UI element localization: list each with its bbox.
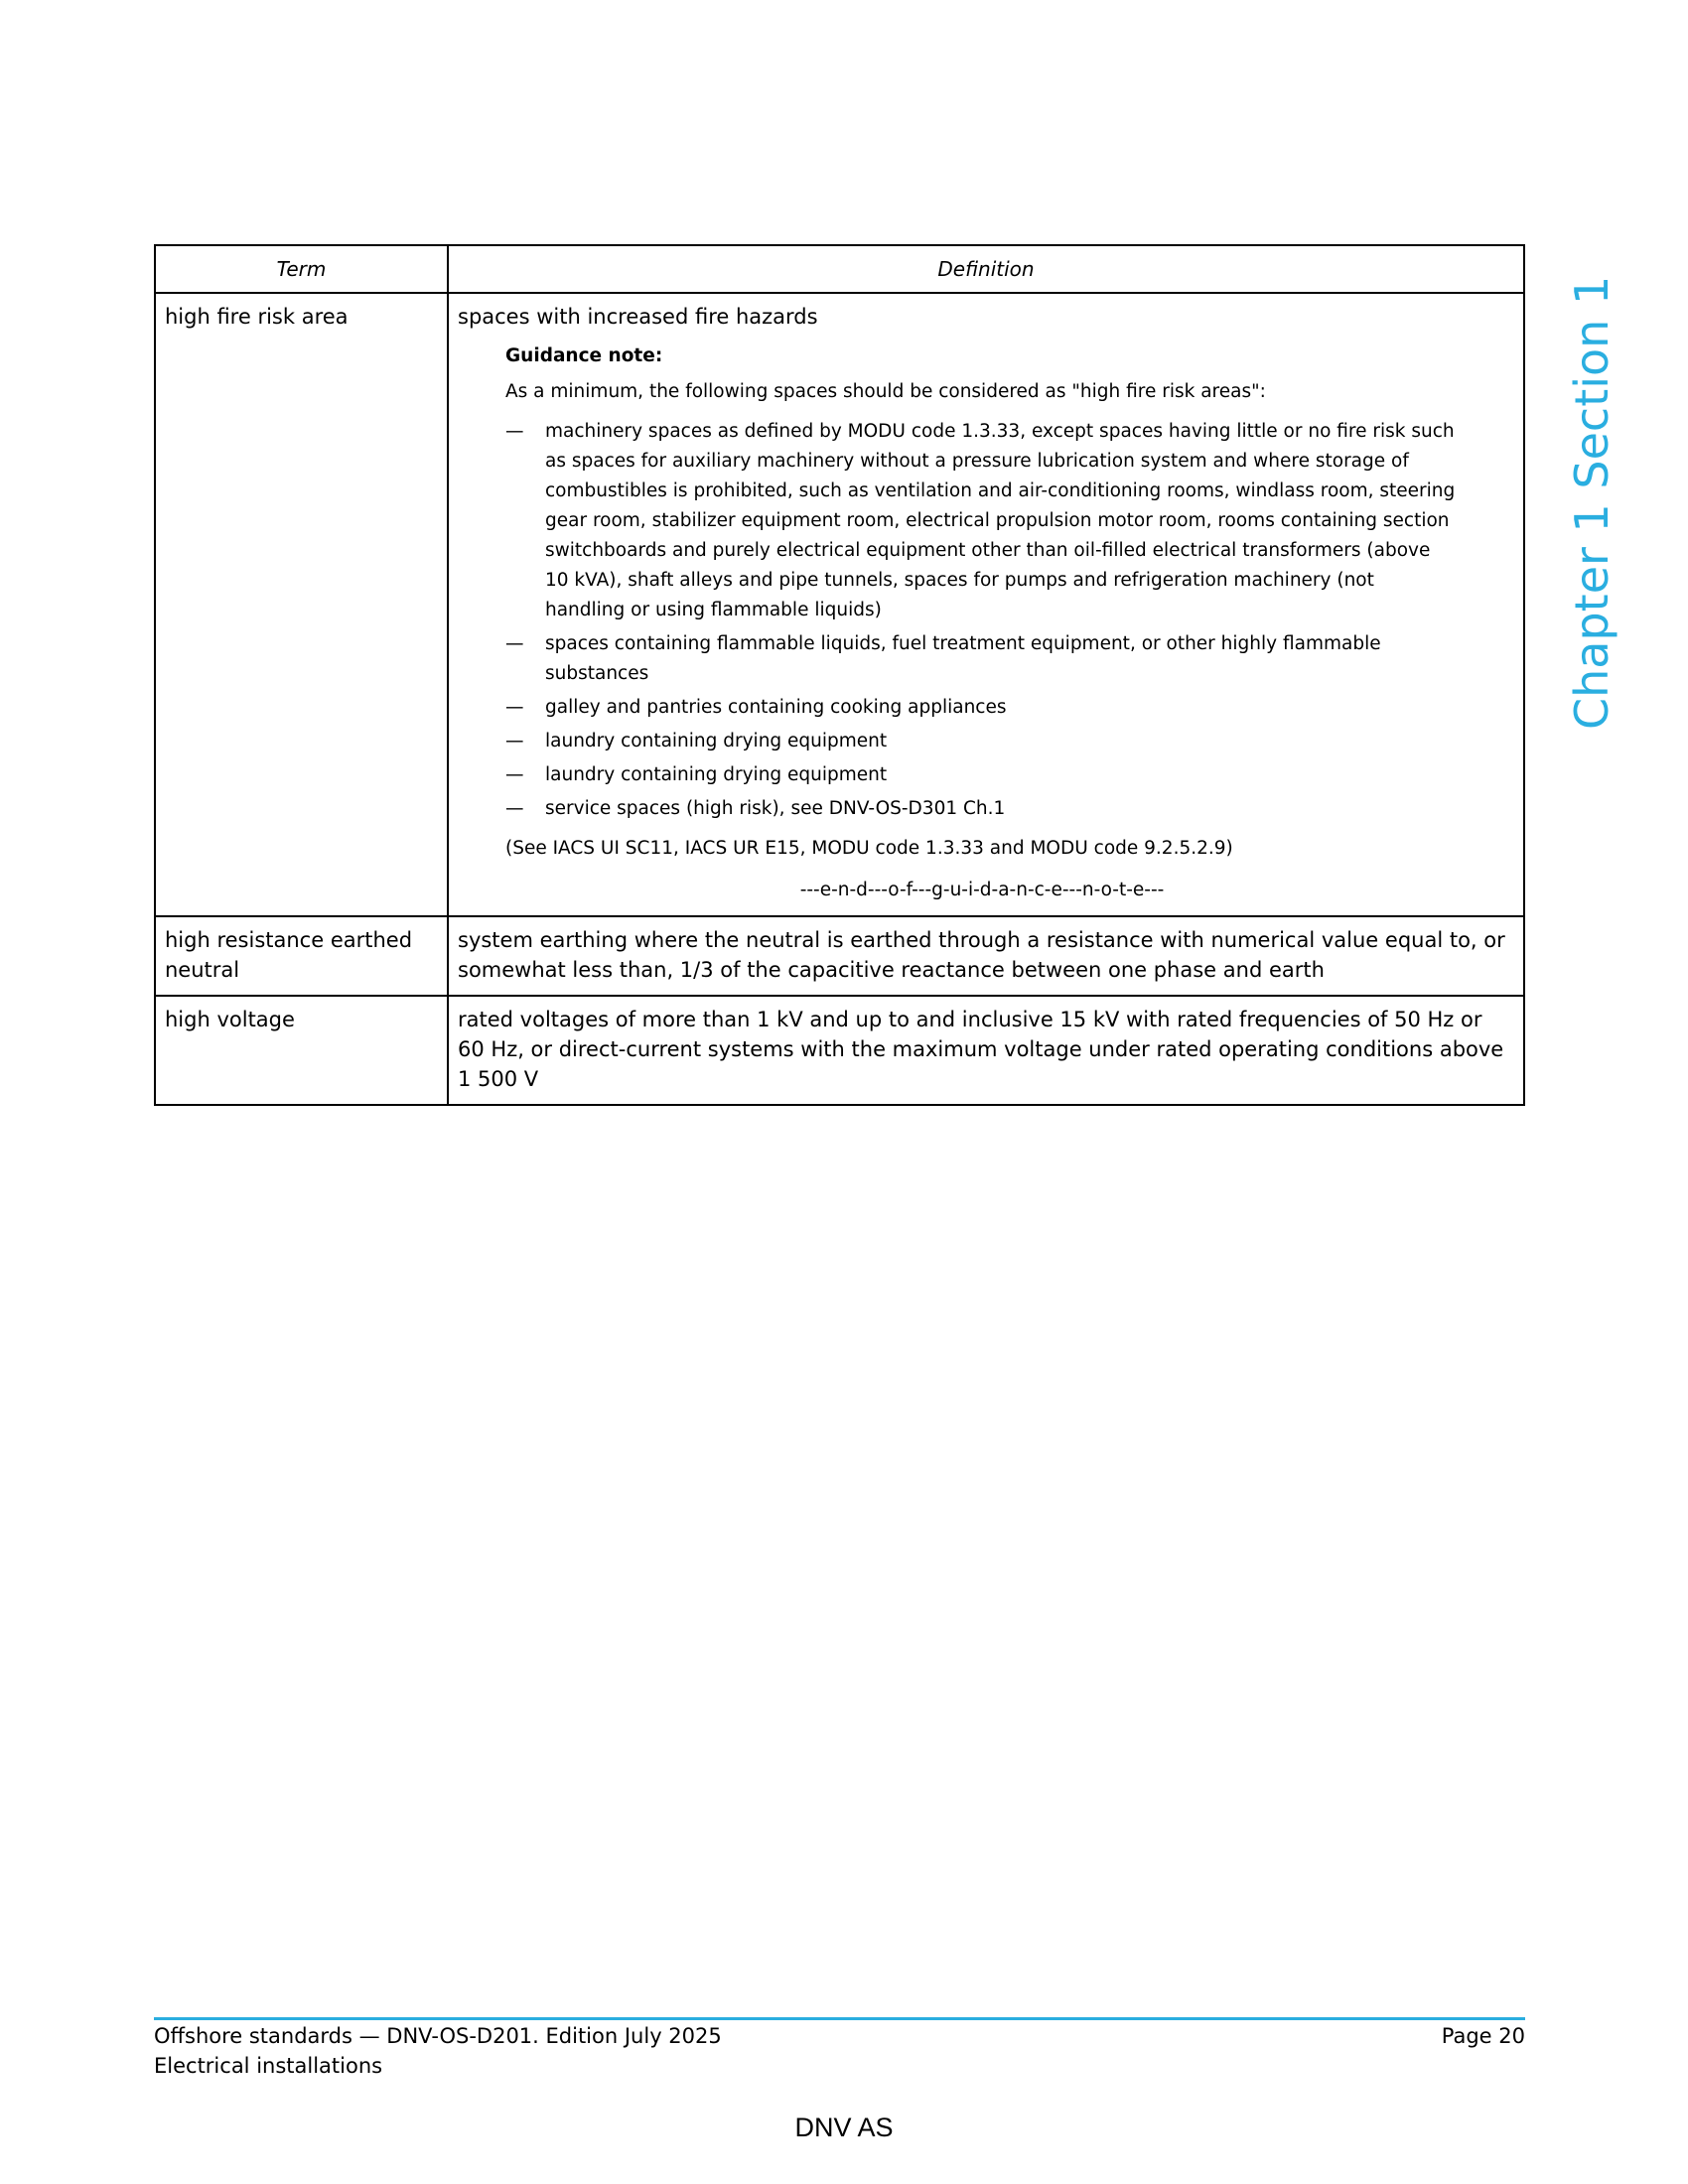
dash-bullet: — <box>505 697 524 718</box>
list-item-text: machinery spaces as defined by MODU code 1.3.33, except spaces having little or no fire risk such as spaces for auxiliary machinery without a pressure lubrication system and where storage of combustibles is prohibited, such as ventilation and air-conditioning rooms, windlass room, steering gear room, stabilizer equipment room, electrical propulsion motor room, rooms containing section switchboards and purely electrical equipment other than oil-filled electrical transformers (above 10 kVA), shaft alleys and pipe tunnels, spaces for pumps and refrigeration machinery (not handling or using flammable liquids) <box>545 421 1456 620</box>
guidance-title: Guidance note: <box>505 345 663 366</box>
guidance-list <box>505 417 1459 824</box>
guidance-note <box>505 341 1459 905</box>
list-item <box>505 693 1459 723</box>
footer-standard-title: Offshore standards — DNV-OS-D201. Edition July 2025 <box>154 2024 722 2048</box>
list-item-text: service spaces (high risk), see DNV-OS-D301 Ch.1 <box>545 798 1006 819</box>
table-row <box>155 916 1524 996</box>
list-item <box>505 794 1459 824</box>
table-header-row <box>155 245 1524 293</box>
footer-document-info <box>154 2021 722 2081</box>
dash-bullet: — <box>505 633 524 654</box>
page-number: Page 20 <box>1441 2024 1525 2048</box>
footer-document-subtitle: Electrical installations <box>154 2054 383 2078</box>
term-cell: high fire risk area <box>155 293 448 916</box>
definition-cell: system earthing where the neutral is earthed through a resistance with numerical value equal to, or somewhat less than, 1/3 of the capacitive reactance between one phase and earth <box>448 916 1524 996</box>
list-item <box>505 760 1459 790</box>
guidance-reference: (See IACS UI SC11, IACS UR E15, MODU code 1.3.33 and MODU code 9.2.5.2.9) <box>505 838 1233 859</box>
term-cell: high voltage <box>155 996 448 1105</box>
list-item-text: galley and pantries containing cooking appliances <box>545 697 1007 718</box>
chapter-section-label: Chapter 1 Section 1 <box>1565 275 1618 730</box>
table-row <box>155 293 1524 916</box>
dash-bullet: — <box>505 764 524 785</box>
list-item-text: laundry containing drying equipment <box>545 731 888 751</box>
list-item-text: laundry containing drying equipment <box>545 764 888 785</box>
definition-text: spaces with increased fire hazards <box>458 305 818 329</box>
dash-bullet: — <box>505 421 524 442</box>
definition-cell <box>448 293 1524 916</box>
list-item <box>505 727 1459 756</box>
list-item <box>505 629 1459 689</box>
definition-cell: rated voltages of more than 1 kV and up to and inclusive 15 kV with rated frequencies of 50 Hz or 60 Hz, or direct-current systems with the maximum voltage under rated operating conditions above 1 500 V <box>448 996 1524 1105</box>
dash-bullet: — <box>505 731 524 751</box>
header-definition: Definition <box>448 245 1524 293</box>
definitions-table <box>154 244 1525 1106</box>
list-item <box>505 417 1459 625</box>
guidance-end-marker: ---e-n-d---o-f---g-u-i-d-a-n-c-e---n-o-t-e--- <box>799 880 1165 900</box>
term-cell: high resistance earthed neutral <box>155 916 448 996</box>
header-term: Term <box>155 245 448 293</box>
footer-divider <box>154 2017 1525 2020</box>
table-row <box>155 996 1524 1105</box>
dash-bullet: — <box>505 798 524 819</box>
company-name: DNV AS <box>794 2113 894 2142</box>
list-item-text: spaces containing flammable liquids, fuel treatment equipment, or other highly flammable substances <box>545 633 1381 684</box>
guidance-intro: As a minimum, the following spaces should be considered as "high fire risk areas": <box>505 381 1266 402</box>
